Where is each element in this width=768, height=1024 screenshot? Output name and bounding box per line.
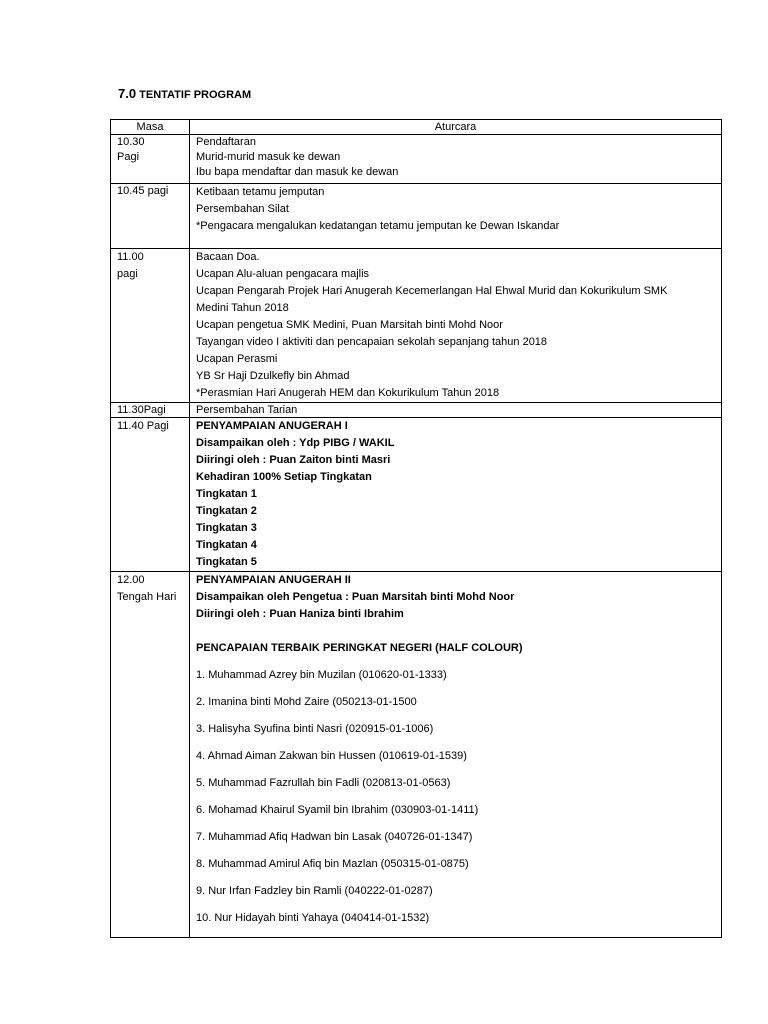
award-item: 7. Muhammad Afiq Hadwan bin Lasak (040726-01-1347)	[196, 831, 473, 843]
agenda-line: Ucapan pengetua SMK Medini, Puan Marsitah binti Mohd Noor	[196, 319, 503, 331]
masa-line: 10.30	[117, 136, 145, 148]
agenda-line: Diiringi oleh : Puan Haniza binti Ibrahim	[196, 608, 404, 620]
table-row	[111, 249, 722, 403]
masa-line: Pagi	[117, 151, 140, 163]
agenda-line: Persembahan Tarian	[196, 404, 298, 416]
agenda-line: Persembahan Silat	[196, 203, 289, 215]
agenda-line: Tayangan video I aktiviti dan pencapaian sekolah sepanjang tahun 2018	[196, 336, 548, 348]
masa-cell	[111, 418, 190, 572]
masa-cell	[111, 249, 190, 403]
award-item: 10. Nur Hidayah binti Yahaya (040414-01-1532)	[196, 912, 430, 924]
agenda-line: Pendaftaran	[196, 136, 256, 148]
program-table	[110, 119, 722, 938]
masa-cell	[111, 403, 190, 418]
table-row	[111, 418, 722, 572]
masa-line: pagi	[117, 268, 138, 280]
masa-header: Masa	[111, 120, 190, 135]
award-item: 2. Imanina binti Mohd Zaire (050213-01-1500	[196, 696, 417, 708]
section-title: TENTATIF PROGRAM	[139, 89, 252, 101]
award-item: 6. Mohamad Khairul Syamil bin Ibrahim (030903-01-1411)	[196, 804, 479, 816]
aturcara-cell	[190, 249, 722, 403]
award-item: 5. Muhammad Fazrullah bin Fadli (020813-01-0563)	[196, 777, 451, 789]
masa-cell	[111, 135, 190, 184]
agenda-line: Tingkatan 4	[196, 539, 257, 551]
agenda-line: Bacaan Doa.	[196, 251, 260, 263]
aturcara-cell	[190, 135, 722, 184]
agenda-line: Ucapan Alu-aluan pengacara majlis	[196, 268, 370, 280]
aturcara-cell	[190, 418, 722, 572]
agenda-line: Kehadiran 100% Setiap Tingkatan	[196, 471, 372, 483]
award-item: 8. Muhammad Amirul Afiq bin Mazlan (050315-01-0875)	[196, 858, 469, 870]
agenda-line: Disampaikan oleh Pengetua : Puan Marsitah binti Mohd Noor	[196, 591, 515, 603]
agenda-line: Disampaikan oleh : Ydp PIBG / WAKIL	[196, 437, 395, 449]
agenda-line: *Perasmian Hari Anugerah HEM dan Kokurikulum Tahun 2018	[196, 387, 500, 399]
masa-line: 12.00	[117, 574, 145, 586]
award-item: 9. Nur Irfan Fadzley bin Ramli (040222-01-0287)	[196, 885, 433, 897]
masa-line: Tengah Hari	[117, 591, 177, 603]
agenda-line: Tingkatan 1	[196, 488, 257, 500]
masa-cell	[111, 572, 190, 938]
award-item: 3. Halisyha Syufina binti Nasri (020915-01-1006)	[196, 723, 434, 735]
section-number: 7.0	[118, 86, 137, 101]
masa-line: 11.00	[117, 251, 144, 263]
agenda-line: PENYAMPAIAN ANUGERAH I	[196, 420, 348, 432]
agenda-line: Diiringi oleh : Puan Zaiton binti Masri	[196, 454, 391, 466]
section-heading	[118, 86, 251, 101]
aturcara-cell	[190, 572, 722, 938]
award-item: 1. Muhammad Azrey bin Muzilan (010620-01-1333)	[196, 669, 447, 681]
agenda-line: YB Sr Haji Dzulkefly bin Ahmad	[196, 370, 350, 382]
agenda-line: Ibu bapa mendaftar dan masuk ke dewan	[196, 166, 399, 178]
category-heading: PENCAPAIAN TERBAIK PERINGKAT NEGERI (HALF COLOUR)	[196, 642, 523, 654]
agenda-line: PENYAMPAIAN ANUGERAH II	[196, 574, 351, 586]
aturcara-header: Aturcara	[190, 120, 722, 135]
agenda-line: Ucapan Pengarah Projek Hari Anugerah Kecemerlangan Hal Ehwal Murid dan Kokurikulum SMK	[196, 285, 668, 297]
agenda-line: Ucapan Perasmi	[196, 353, 278, 365]
agenda-line: Medini Tahun 2018	[196, 302, 289, 314]
agenda-line: Murid-murid masuk ke dewan	[196, 151, 341, 163]
masa-cell	[111, 184, 190, 249]
table-row	[111, 403, 722, 418]
agenda-line: Tingkatan 2	[196, 505, 257, 517]
aturcara-cell	[190, 184, 722, 249]
table-row	[111, 184, 722, 249]
aturcara-cell	[190, 403, 722, 418]
agenda-line: *Pengacara mengalukan kedatangan tetamu jemputan ke Dewan Iskandar	[196, 220, 560, 232]
award-item: 4. Ahmad Aiman Zakwan bin Hussen (010619-01-1539)	[196, 750, 467, 762]
masa-line: 11.40 Pagi	[117, 420, 169, 432]
table-row	[111, 572, 722, 938]
agenda-line: Tingkatan 5	[196, 556, 257, 568]
masa-line: 10.45 pagi	[117, 185, 169, 197]
table-header-row	[111, 120, 722, 135]
table-row	[111, 135, 722, 184]
masa-line: 11.30Pagi	[117, 404, 166, 416]
agenda-line: Tingkatan 3	[196, 522, 257, 534]
agenda-line: Ketibaan tetamu jemputan	[196, 186, 325, 198]
